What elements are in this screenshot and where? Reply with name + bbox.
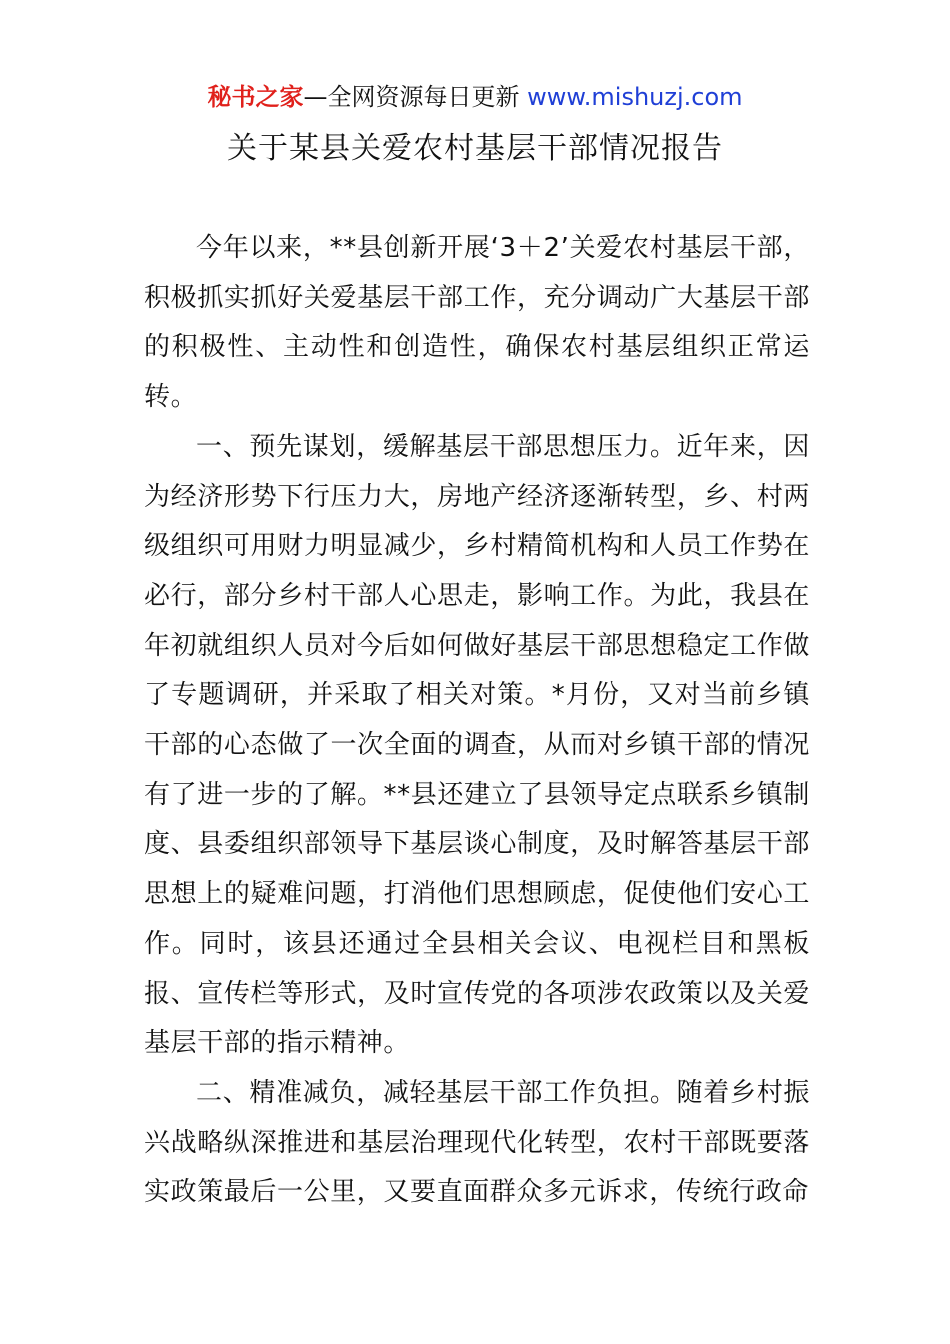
site-brand: 秘书之家 (207, 83, 304, 111)
site-url-link[interactable]: www.mishuzj.com (527, 83, 743, 111)
site-tagline: —全网资源每日更新 (303, 83, 520, 111)
document-body (144, 224, 810, 1218)
paragraph-intro: 今年以来，**县创新开展‘3＋2’关爱农村基层干部，积极抓实抓好关爱基层干部工作，充分调动广大基层干部的积极性、主动性和创造性，确保农村基层组织正常运转。 (144, 233, 810, 413)
paragraph-section-one: 一、预先谋划，缓解基层干部思想压力。近年来，因为经济形势下行压力大，房地产经济逐渐转型，乡、村两级组织可用财力明显减少，乡村精简机构和人员工作势在必行，部分乡村干部人心思走，影响工作。为此，我县在年初就组织人员对今后如何做好基层干部思想稳定工作做了专题调研，并采取了相关对策。*月份，又对当前乡镇干部的心态做了一次全面的调查，从而对乡镇干部的情况有了进一步的了解。**县还建立了县领导定点联系乡镇制度、县委组织部领导下基层谈心制度，及时解答基层干部思想上的疑难问题，打消他们思想顾虑，促使他们安心工作。同时，该县还通过全县相关会议、电视栏目和黑板报、宣传栏等形式，及时宣传党的各项涉农政策以及关爱基层干部的指示精神。 (144, 431, 810, 1059)
document-title: 关于某县关爱农村基层干部情况报告 (227, 131, 723, 166)
site-header (0, 80, 950, 114)
paragraph-section-two: 二、精准减负，减轻基层干部工作负担。随着乡村振兴战略纵深推进和基层治理现代化转型，农村干部既要落实政策最后一公里，又要直面群众多元诉求，传统行政命 (144, 1077, 810, 1208)
